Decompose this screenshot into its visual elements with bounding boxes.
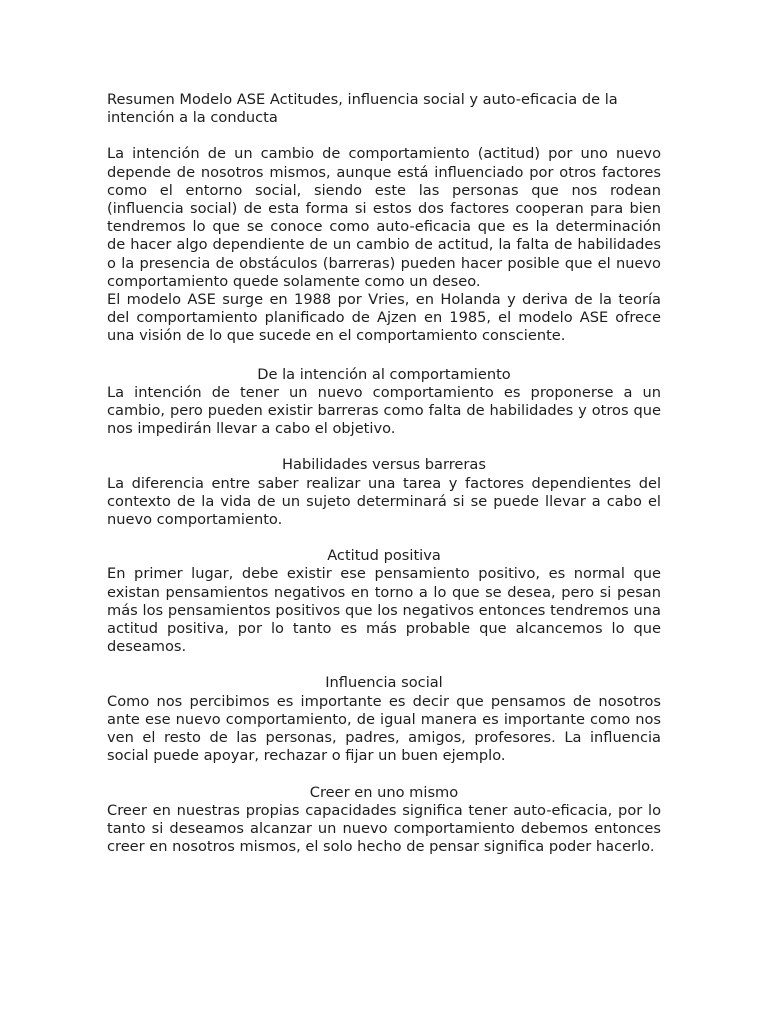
intro-paragraph: El modelo ASE surge en 1988 por Vries, en Holanda y deriva de la teoría del comportamiento planificado de Ajzen en 1985, el modelo ASE ofrece una visión de lo que sucede en el comportamiento consciente. — [107, 291, 661, 345]
section-heading: Actitud positiva — [327, 547, 441, 565]
document-body — [107, 91, 661, 856]
section-paragraph: Como nos percibimos es importante es decir que pensamos de nosotros ante ese nuevo comportamiento, de igual manera es importante como nos ven el resto de las personas, padres, amigos, profesores. La influencia social puede apoyar, rechazar o fijar un buen ejemplo. — [107, 692, 661, 765]
section-paragraph: Creer en nuestras propias capacidades significa tener auto-eficacia, por lo tanto si deseamos alcanzar un nuevo comportamiento debemos entonces creer en nosotros mismos, el solo hecho de pensar significa poder hacerlo. — [107, 801, 661, 856]
section-heading: Habilidades versus barreras — [282, 456, 486, 474]
section-heading: Creer en uno mismo — [309, 783, 459, 801]
blank-line — [107, 127, 661, 145]
intro-paragraph: La intención de un cambio de comportamiento (actitud) por uno nuevo depende de nosotros mismos, aunque está influenciado por otros factores como el entorno social, siendo este las personas que nos rodean (influencia social) de esta forma si estos dos factores cooperan para bien tendremos lo que se conoce como auto-eficacia que es la determinación de hacer algo dependiente de un cambio de actitud, la falta de habilidades o la presencia de obstáculos (barreras) pueden hacer posible que el nuevo comportamiento quede solamente como un deseo. — [107, 145, 661, 290]
section-paragraph: La intención de tener un nuevo comportamiento es proponerse a un cambio, pero pueden existir barreras como falta de habilidades y otros que nos impedirán llevar a cabo el objetivo. — [107, 383, 661, 438]
section-heading: De la intención al comportamiento — [257, 365, 511, 383]
section-heading: Influencia social — [325, 674, 443, 692]
section-paragraph: La diferencia entre saber realizar una tarea y factores dependientes del contexto de la vida de un sujeto determinará si se puede llevar a cabo el nuevo comportamiento. — [107, 474, 661, 529]
document-title: Resumen Modelo ASE Actitudes, influencia social y auto-eficacia de la intención a la conducta — [107, 91, 618, 127]
section-paragraph: En primer lugar, debe existir ese pensamiento positivo, es normal que existan pensamientos negativos en torno a lo que se desea, pero si pesan más los pensamientos positivos que los negativos entonces tendremos una actitud positiva, por lo tanto es más probable que alcancemos lo que deseamos. — [107, 565, 661, 656]
